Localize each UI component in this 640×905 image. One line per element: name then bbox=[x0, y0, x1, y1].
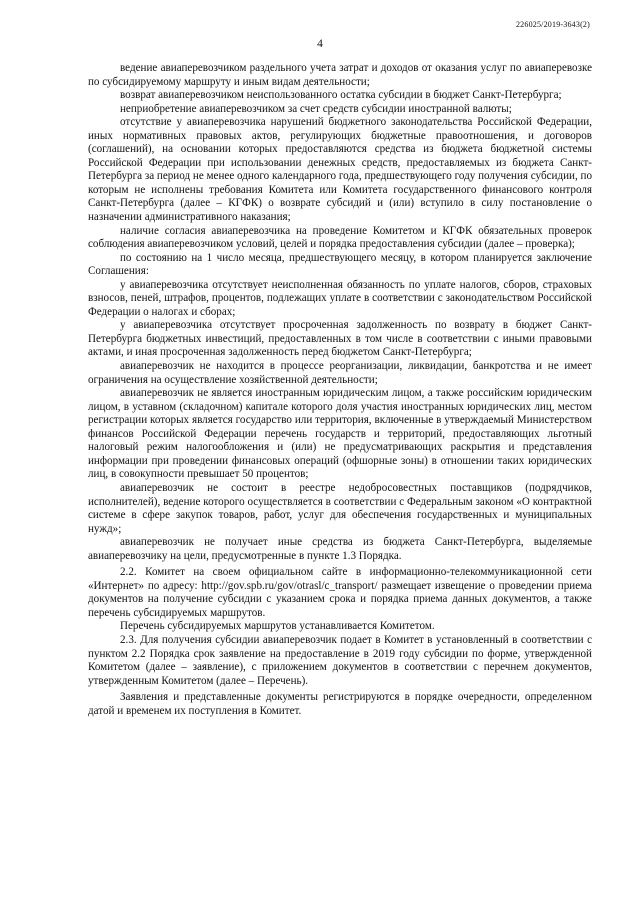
paragraph-as-of-first-day: по состоянию на 1 число месяца, предшествующего месяцу, в котором планируется заключение Соглашения: bbox=[88, 251, 592, 278]
paragraph-no-other-funds: авиаперевозчик не получает иные средства из бюджета Санкт-Петербурга, выделяемые авиаперевозчику на цели, предусмотренные в пункте 1.3 Порядка. bbox=[88, 536, 592, 562]
document-body bbox=[88, 62, 592, 718]
paragraph-no-foreign-currency: неприобретение авиаперевозчиком за счет средств субсидии иностранной валюты; bbox=[120, 102, 512, 115]
paragraph-section-2-3: 2.3. Для получения субсидии авиаперевозчик подает в Комитет в установленный в соответствии с пунктом 2.2 Порядка срок заявление на предоставление в 2019 году субсидии по форме, утвержденной Комитетом (далее – заявление), с приложением документов в соответствии с перечнем документов, утвержденным Комитетом (далее – Перечень). bbox=[88, 633, 592, 687]
paragraph-not-in-liquidation: авиаперевозчик не находится в процессе реорганизации, ликвидации, банкротства и не имеет ограничения на осуществление хозяйственной деятельности; bbox=[88, 360, 592, 386]
paragraph-no-budget-violations: отсутствие у авиаперевозчика нарушений бюджетного законодательства Российской Федерации, иных нормативных правовых актов, регулирующих бюджетные правоотношения, и договоров (соглашений), на основании которых предоставляются средства из бюджета бюджетной системы Российской Федерации при использовании денежных средств, предоставляемых из бюджета Санкт-Петербурга за период не менее одного календарного года, предшествующего году получения субсидии, по которым не исполнены требования Комитета или Комитета государственного финансового контроля Санкт-Петербурга (далее – КГФК) о возврате субсидий и (или) вступило в силу постановление о назначении административного наказания; bbox=[88, 116, 592, 224]
paragraph-separate-accounting: ведение авиаперевозчиком раздельного учета затрат и доходов от оказания услуг по авиаперевозке по субсидируемому маршруту и иным видам деятельности; bbox=[88, 62, 592, 88]
paragraph-not-in-unreliable-registry: авиаперевозчик не состоит в реестре недобросовестных поставщиков (подрядчиков, исполнителей), ведение которого осуществляется в соответствии с Федеральным законом «О контрактной системе в сфере закупок товаров, работ, услуг для обеспечения государственных и муниципальных нужд»; bbox=[88, 481, 592, 535]
paragraph-no-overdue-debt: у авиаперевозчика отсутствует просроченная задолженность по возврату в бюджет Санкт-Петербурга бюджетных инвестиций, предоставленных в том числе в соответствии с иными правовыми актами, и иная просроченная задолженность перед бюджетом Санкт-Петербурга; bbox=[88, 319, 592, 359]
paragraph-no-tax-debt: у авиаперевозчика отсутствует неисполненная обязанность по уплате налогов, сборов, страховых взносов, пеней, штрафов, процентов, подлежащих уплате в соответствии с законодательством Российской Федерации о налогах и сборах; bbox=[88, 278, 592, 318]
paragraph-return-subsidy-remainder: возврат авиаперевозчиком неиспользованного остатка субсидии в бюджет Санкт-Петербурга; bbox=[120, 89, 562, 102]
paragraph-section-2-2: 2.2. Комитет на своем официальном сайте в информационно-телекоммуникационной сети «Интернет» по адресу: http://gov.spb.ru/gov/otrasl/c_transport/ размещает извещение о проведении приема документов на получение субсидии с указанием срока и порядка приема данных документов, а также перечень субсидируемых маршрутов. bbox=[88, 566, 592, 619]
document-registration-number: 226025/2019-3643(2) bbox=[515, 20, 590, 29]
paragraph-registration-order: Заявления и представленные документы регистрируются в порядке очередности, определенном датой и временем их поступления в Комитет. bbox=[88, 691, 592, 717]
page-number: 4 bbox=[317, 38, 323, 50]
paragraph-consent-to-audits: наличие согласия авиаперевозчика на проведение Комитетом и КГФК обязательных проверок соблюдения авиаперевозчиком условий, целей и порядка предоставления субсидии (далее – проверка); bbox=[88, 224, 592, 251]
paragraph-routes-list: Перечень субсидируемых маршрутов устанавливается Комитетом. bbox=[120, 620, 435, 633]
paragraph-not-foreign-entity: авиаперевозчик не является иностранным юридическим лицом, а также российским юридическим лицом, в уставном (складочном) капитале которого доля участия иностранных юридических лиц, местом регистрации которых является государство или территория, включенные в утверждаемый Министерством финансов Российской Федерации перечень государств и территорий, предоставляющих льготный налоговый режим налогообложения и (или) не предусматривающих раскрытия и представления информации при проведении финансовых операций (офшорные зоны) в отношении таких юридических лиц, в совокупности превышает 50 процентов; bbox=[88, 387, 592, 481]
